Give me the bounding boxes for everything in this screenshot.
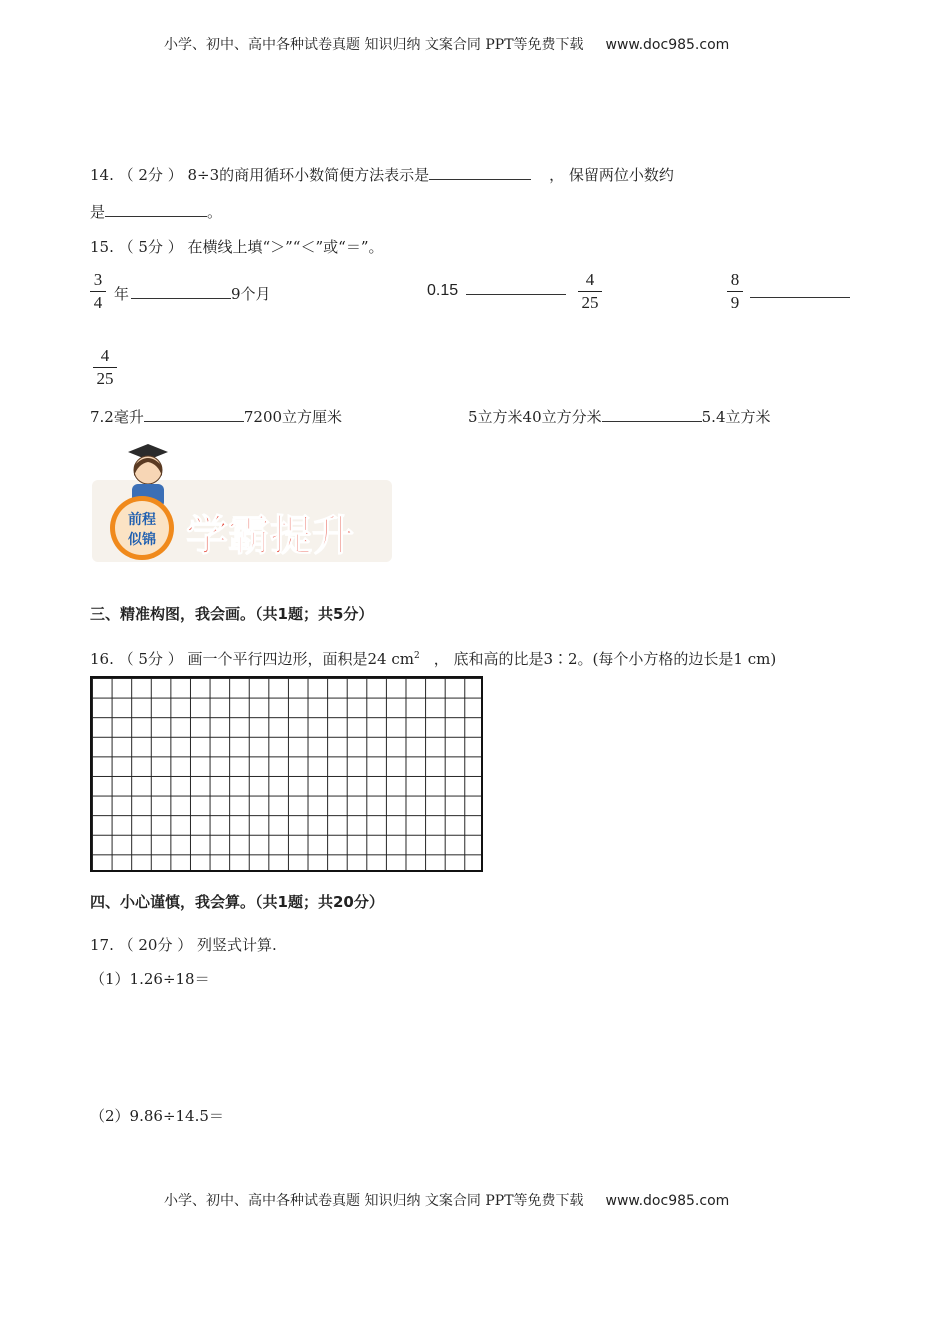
fraction-bar [727,291,743,292]
fraction-denominator: 25 [581,293,599,312]
question-15-stem: 15. （ 5分 ） 在横线上填“＞”“＜”或“＝”。 [90,238,384,256]
question-14-line2-start: 是 [90,203,106,221]
question-14-line1 [90,164,674,185]
question-17-part1: （1）1.26÷18＝ [90,970,210,988]
fraction-numerator: 3 [93,270,103,289]
fraction-bar [93,367,117,368]
question-17-part2: （2）9.86÷14.5＝ [90,1107,224,1125]
item1-right: 9个月 [231,285,271,303]
question-15-item4 [90,406,342,427]
fraction-4-25-b [93,346,117,389]
question-16-superscript: 2 [413,651,420,661]
item2-left: 0.15 [427,282,459,299]
answer-blank-14a[interactable] [429,178,531,180]
question-14-line2 [90,201,222,222]
footer-text: 小学、初中、高中各种试卷真题 知识归纳 文案合同 PPT等免费下载 [164,1193,584,1209]
question-15-item3 [750,284,850,302]
question-16-text-after: ， 底和高的比是3∶2。(每个小方格的边长是1 cm) [433,650,777,668]
fraction-denominator: 9 [730,293,740,312]
item4-right: 7200立方厘米 [243,408,343,426]
fraction-bar [578,291,602,292]
question-14-tail: ， 保留两位小数约 [549,166,674,184]
section-3-title: 三、精准构图，我会画。（共1题；共5分） [90,605,374,623]
item1-unit: 年 [114,285,130,303]
fraction-3-4 [90,270,106,313]
fraction-numerator: 8 [730,270,740,289]
answer-blank-15d[interactable] [144,420,244,422]
fraction-denominator: 4 [93,293,103,312]
question-15-item1 [114,283,271,304]
fraction-denominator: 25 [96,369,114,388]
answer-blank-15a[interactable] [131,297,231,299]
badge-circle-line1: 前程 [128,512,156,528]
question-14-stem: 14. （ 2分 ） 8÷3的商用循环小数简便方法表示是 [90,166,430,184]
item5-left: 5立方米40立方分米 [468,408,602,426]
section-4-title: 四、小心谨慎，我会算。（共1题；共20分） [90,893,384,911]
badge-circle-line2: 似锦 [128,532,156,548]
question-14-line2-end: 。 [207,203,223,221]
page-footer [164,1190,729,1210]
question-16 [90,648,776,669]
answer-blank-14b[interactable] [105,215,207,217]
answer-blank-15c[interactable] [750,296,850,298]
question-16-text-before: 16. （ 5分 ） 画一个平行四边形，面积是24 cm [90,650,414,668]
answer-blank-15b[interactable] [466,293,566,295]
drawing-grid[interactable] [90,676,483,872]
question-15-item2 [427,282,566,300]
fraction-8-9 [727,270,743,313]
fraction-numerator: 4 [585,270,595,289]
footer-site-link[interactable]: www.doc985.com [605,1193,730,1209]
xueba-tisheng-badge [88,440,403,568]
fraction-numerator: 4 [100,346,110,365]
fraction-4-25-a [578,270,602,313]
badge-title: 学霸提升 [186,511,355,560]
question-15-item5 [468,406,771,427]
item5-right: 5.4立方米 [701,408,771,426]
item4-left: 7.2毫升 [90,408,144,426]
header-text: 小学、初中、高中各种试卷真题 知识归纳 文案合同 PPT等免费下载 [164,37,584,53]
header-site-link[interactable]: www.doc985.com [605,37,730,53]
fraction-bar [90,291,106,292]
question-17-stem: 17. （ 20分 ） 列竖式计算. [90,936,277,954]
page-header [164,34,729,54]
answer-blank-15e[interactable] [602,420,702,422]
